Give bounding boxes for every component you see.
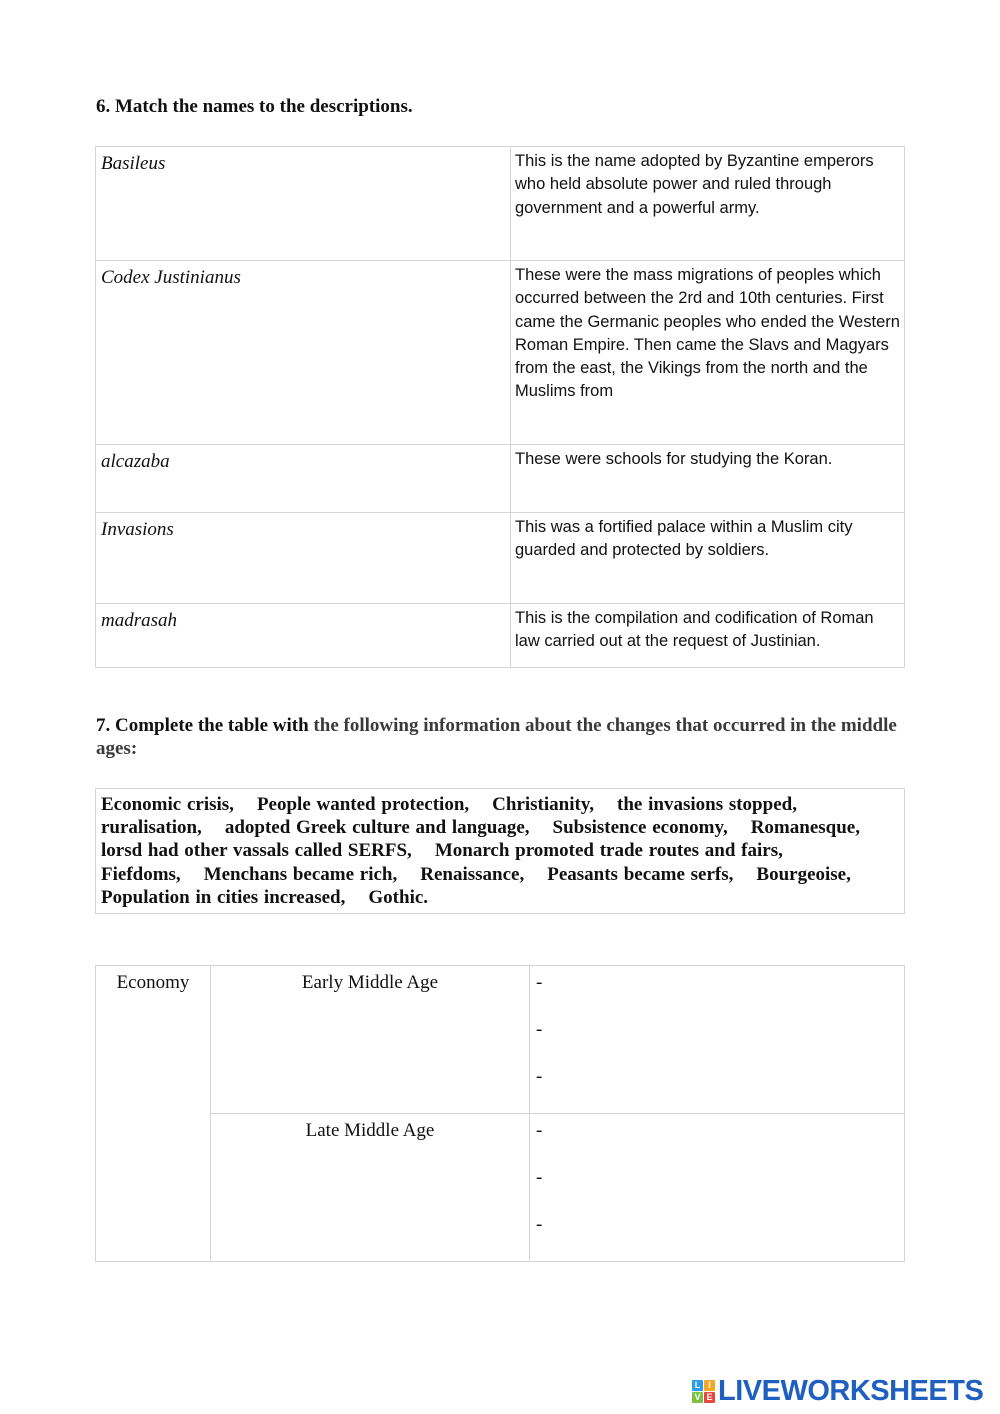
answer-line[interactable]: - <box>536 1214 543 1235</box>
word-bank-term[interactable]: Peasants became serfs, <box>547 863 734 885</box>
economy-table <box>95 965 905 1262</box>
word-bank-term[interactable]: Economic crisis, <box>101 794 234 815</box>
word-bank <box>95 788 905 914</box>
term-cell[interactable]: Codex Justinianus <box>96 261 511 445</box>
word-bank-term[interactable]: Population in cities increased, <box>101 886 346 908</box>
logo-mark-letter: L <box>692 1380 703 1391</box>
word-bank-term[interactable]: the invasions stopped, <box>617 794 797 815</box>
description-cell[interactable]: This is the compilation and codification of Roman law carried out at the request of Justinian. <box>511 604 905 668</box>
term-cell[interactable]: Basileus <box>96 147 511 261</box>
logo-mark-letter: V <box>692 1392 703 1403</box>
word-bank-term[interactable]: People wanted protection, <box>256 794 470 815</box>
word-bank-term[interactable]: lorsd had other vassals called SERFS, <box>101 840 412 862</box>
answer-cell-early[interactable] <box>530 966 905 1114</box>
period-cell-early: Early Middle Age <box>211 966 530 1114</box>
answer-line[interactable]: - <box>536 1120 543 1141</box>
logo-text: LIVEWORKSHEETS <box>718 1374 984 1407</box>
word-bank-term[interactable]: Monarch promoted trade routes and fairs, <box>434 840 783 862</box>
term-cell[interactable]: Invasions <box>96 513 511 604</box>
word-bank-term[interactable]: Bourgeoise, <box>756 863 851 885</box>
answer-line[interactable]: - <box>536 972 543 993</box>
table-row <box>96 147 905 261</box>
description-cell[interactable]: This is the name adopted by Byzantine emperors who held absolute power and ruled through government and a powerful army. <box>511 147 905 261</box>
question-6-title: 6. Match the names to the descriptions. <box>96 96 413 117</box>
description-cell[interactable]: These were schools for studying the Koran. <box>511 445 905 513</box>
word-bank-term[interactable]: Subsistence economy, <box>552 817 728 839</box>
word-bank-term[interactable]: Gothic. <box>368 886 429 908</box>
term-cell[interactable]: madrasah <box>96 604 511 668</box>
table-row <box>96 966 905 1114</box>
period-cell-late: Late Middle Age <box>211 1114 530 1262</box>
description-cell[interactable]: This was a fortified palace within a Muslim city guarded and protected by soldiers. <box>511 513 905 604</box>
logo-mark-letter: E <box>704 1392 715 1403</box>
question-7-title-lead: 7. Complete the table with <box>96 715 309 736</box>
matching-table <box>95 146 905 668</box>
table-row <box>96 261 905 445</box>
category-cell: Economy <box>96 966 211 1262</box>
term-cell[interactable]: alcazaba <box>96 445 511 513</box>
word-bank-term[interactable]: Christianity, <box>492 794 595 815</box>
answer-cell-late[interactable] <box>530 1114 905 1262</box>
word-bank-term[interactable]: ruralisation, <box>101 817 202 839</box>
question-7-title <box>96 714 906 760</box>
word-bank-term[interactable]: Renaissance, <box>420 863 525 885</box>
word-bank-term[interactable]: Romanesque, <box>750 817 860 839</box>
table-row <box>96 1114 905 1262</box>
word-bank-term[interactable]: Menchans became rich, <box>203 863 398 885</box>
word-bank-term[interactable]: adopted Greek culture and language, <box>224 817 530 839</box>
answer-line[interactable]: - <box>536 1167 543 1188</box>
question-7-title-rest: the following information about the changes that occurred in the middle ages: <box>96 715 897 759</box>
logo-mark-icon <box>692 1380 715 1403</box>
logo-mark-letter: I <box>704 1380 715 1391</box>
description-cell[interactable]: These were the mass migrations of peoples which occurred between the 2rd and 10th centuries. First came the Germanic peoples who ended the Western Roman Empire. Then came the Slavs and Magyars from the east, the Vikings from the north and the Muslims from <box>511 261 905 445</box>
liveworksheets-logo <box>692 1374 983 1408</box>
word-bank-term[interactable]: Fiefdoms, <box>101 863 181 885</box>
table-row <box>96 604 905 668</box>
table-row <box>96 445 905 513</box>
answer-line[interactable]: - <box>536 1066 543 1087</box>
answer-line[interactable]: - <box>536 1019 543 1040</box>
table-row <box>96 513 905 604</box>
